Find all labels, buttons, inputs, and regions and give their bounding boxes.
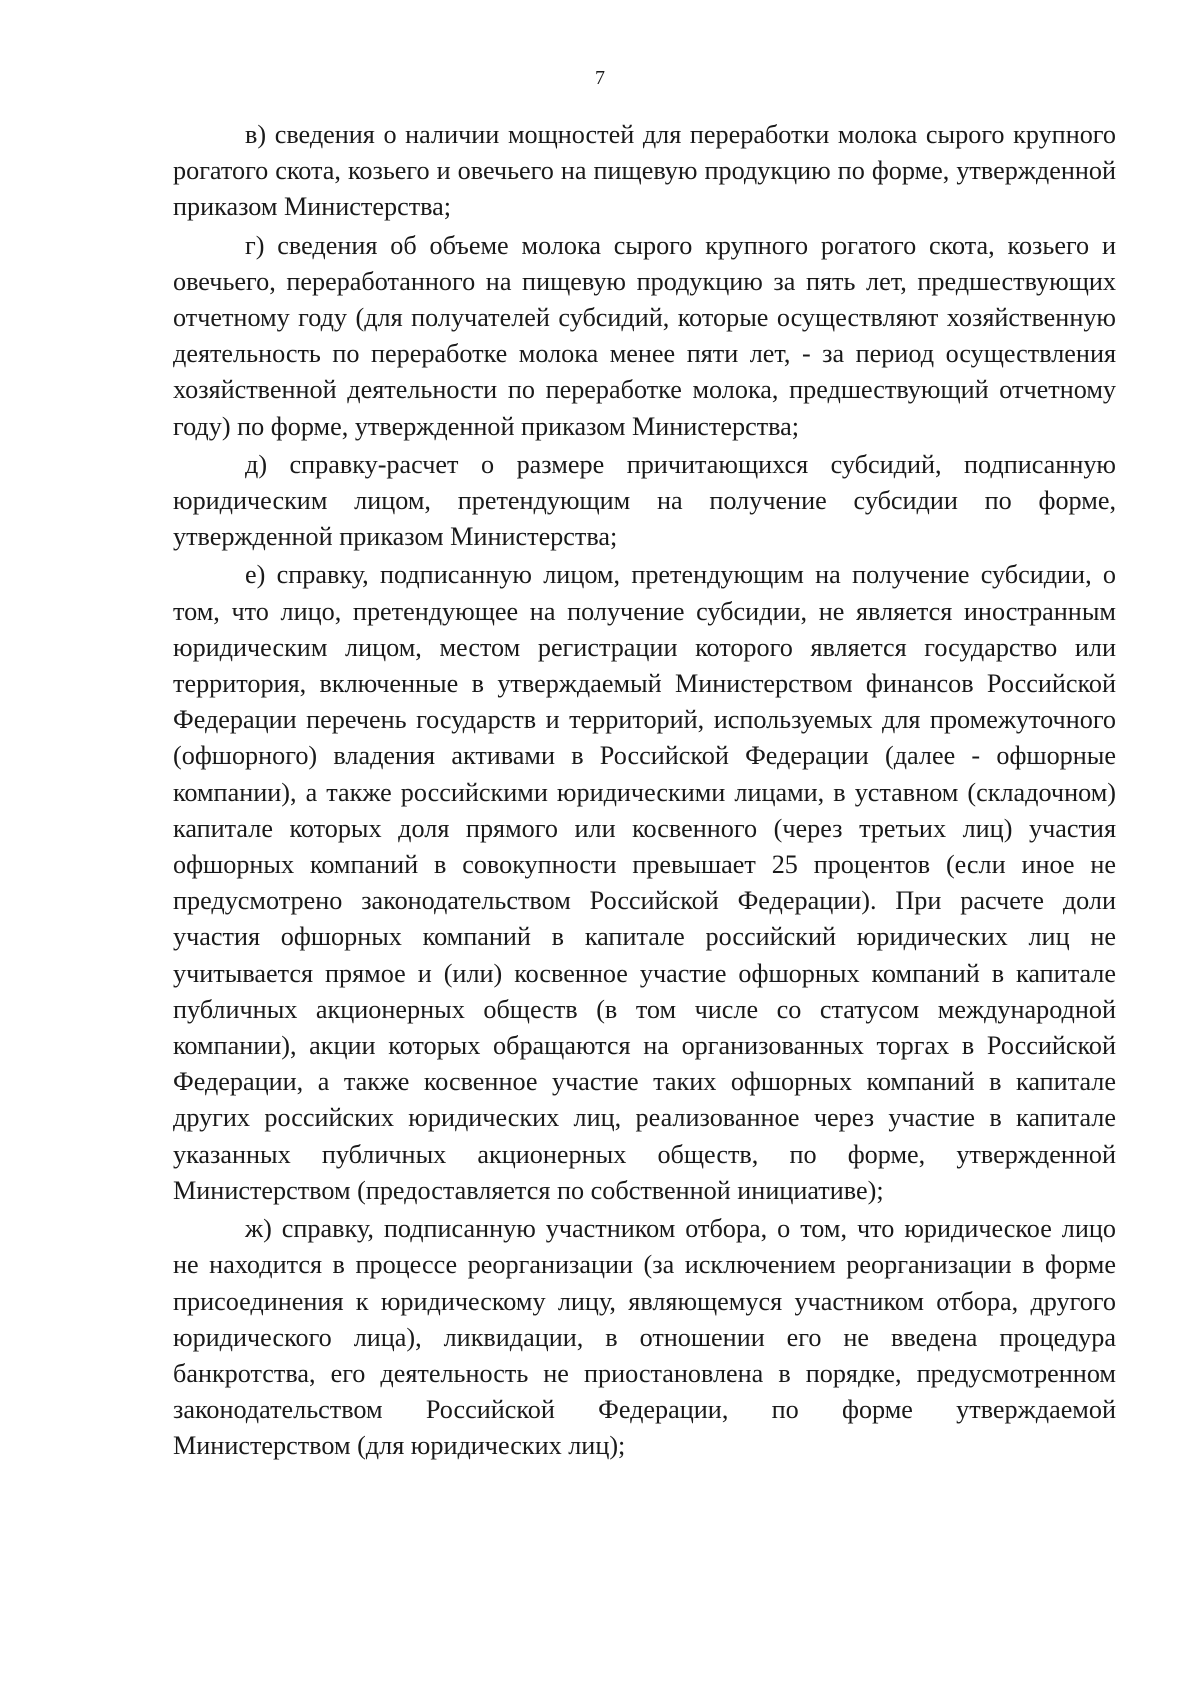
page-number: 7 (595, 67, 605, 89)
paragraph-g: г) сведения об объеме молока сырого крупного рогатого скота, козьего и овечьего, переработанного на пищевую продукцию за пять лет, предшествующих отчетному году (для получателей субсидий, которые осуществляют хозяйственную деятельность по переработке молока менее пяти лет, - за период осуществления хозяйственной деятельности по переработке молока, предшествующий отчетному году) по форме, утвержденной приказом Министерства; (173, 230, 1116, 441)
paragraph-e: е) справку, подписанную лицом, претендующим на получение субсидии, о том, что лицо, претендующее на получение субсидии, не является иностранным юридическим лицом, местом регистрации которого является государство или территория, включенные в утверждаемый Министерством финансов Российской Федерации перечень государств и территорий, используемых для промежуточного (офшорного) владения активами в Российской Федерации (далее - офшорные компании), а также российскими юридическими лицами, в уставном (складочном) капитале которых доля прямого или косвенного (через третьих лиц) участия офшорных компаний в совокупности превышает 25 процентов (если иное не предусмотрено законодательством Российской Федерации). При расчете доли участия офшорных компаний в капитале российский юридических лиц не учитывается прямое и (или) косвенное участие офшорных компаний в капитале публичных акционерных обществ (в том числе со статусом международной компании), акции которых обращаются на организованных торгах в Российской Федерации, а также косвенное участие таких офшорных компаний в капитале других российских юридических лиц, реализованное через участие в капитале указанных публичных акционерных обществ, по форме, утвержденной Министерством (предоставляется по собственной инициативе); (173, 560, 1116, 1205)
document-body (173, 117, 1116, 1467)
paragraph-d: д) справку-расчет о размере причитающихся субсидий, подписанную юридическим лицом, претендующим на получение субсидии по форме, утвержденной приказом Министерства; (173, 449, 1116, 552)
paragraph-v: в) сведения о наличии мощностей для переработки молока сырого крупного рогатого скота, козьего и овечьего на пищевую продукцию по форме, утвержденной приказом Министерства; (173, 120, 1116, 222)
paragraph-zh: ж) справку, подписанную участником отбора, о том, что юридическое лицо не находится в процессе реорганизации (за исключением реорганизации в форме присоединения к юридическому лицу, являющемуся участником отбора, другого юридического лица), ликвидации, в отношении его не введена процедура банкротства, его деятельность не приостановлена в порядке, предусмотренном законодательством Российской Федерации, по форме утверждаемой Министерством (для юридических лиц); (173, 1214, 1116, 1461)
